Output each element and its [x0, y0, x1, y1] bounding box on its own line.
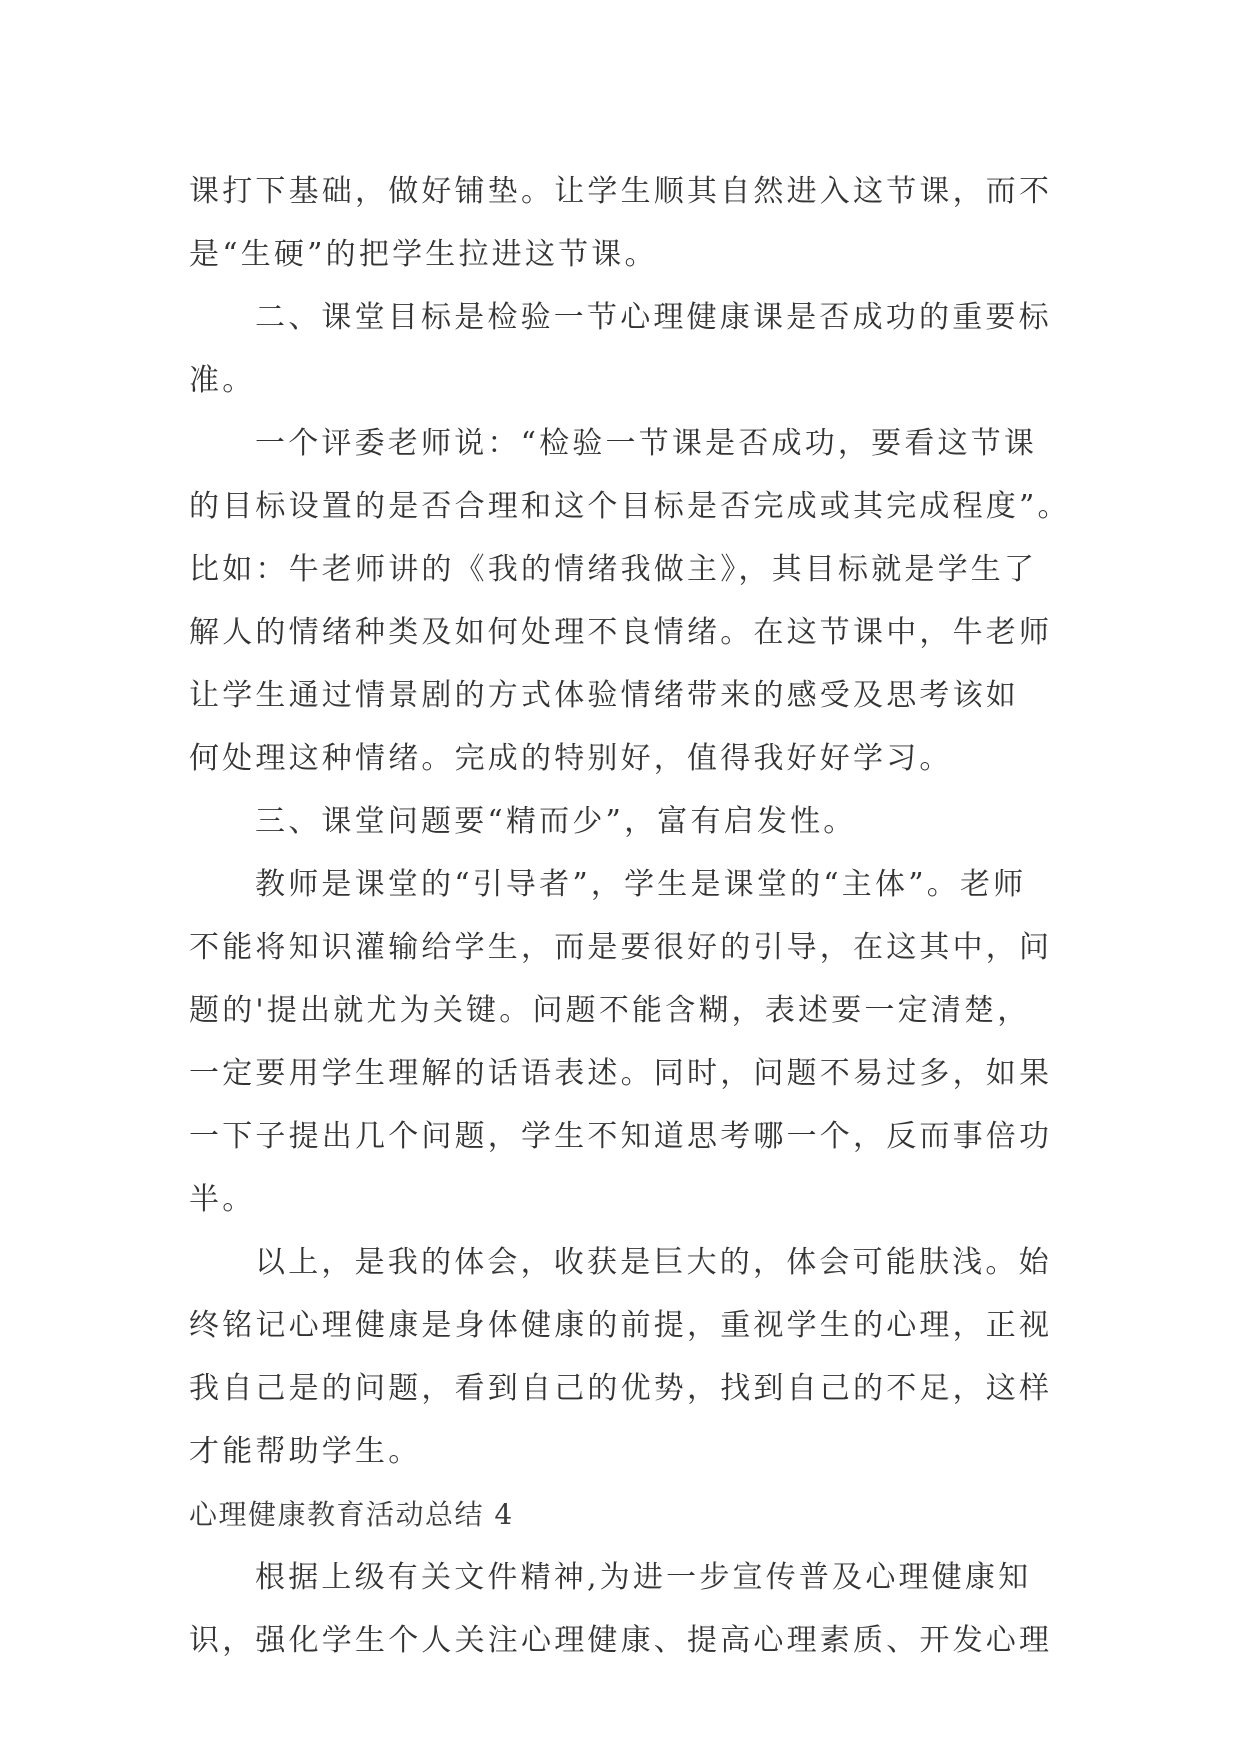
paragraph-line: 题的'提出就尤为关键。问题不能含糊，表述要一定清楚，	[189, 993, 1031, 1028]
paragraph-line: 是“生硬”的把学生拉进这节课。	[189, 237, 658, 272]
paragraph-line: 课打下基础，做好铺垫。让学生顺其自然进入这节课，而不	[189, 174, 1053, 209]
document-body	[189, 160, 1069, 1672]
paragraph-line: 何处理这种情绪。完成的特别好，值得我好好学习。	[189, 741, 953, 776]
section-heading-3: 三、课堂问题要“精而少”，富有启发性。	[255, 804, 857, 839]
paragraph-line: 不能将知识灌输给学生，而是要很好的引导，在这其中，问	[189, 930, 1053, 965]
paragraph-line: 的目标设置的是否合理和这个目标是否完成或其完成程度”。	[189, 489, 1071, 524]
paragraph-line: 识，强化学生个人关注心理健康、提高心理素质、开发心理	[189, 1623, 1053, 1658]
paragraph-line: 比如：牛老师讲的《我的情绪我做主》，其目标就是学生了	[189, 552, 1038, 587]
paragraph-line: 才能帮助学生。	[189, 1434, 422, 1469]
paragraph-line: 一定要用学生理解的话语表述。同时，问题不易过多，如果	[189, 1056, 1053, 1091]
paragraph-line: 一个评委老师说：“检验一节课是否成功，要看这节课	[255, 426, 1038, 461]
paragraph-line: 一下子提出几个问题，学生不知道思考哪一个，反而事倍功	[189, 1119, 1053, 1154]
paragraph-line: 教师是课堂的“引导者”，学生是课堂的“主体”。老师	[255, 867, 1027, 902]
paragraph-line: 让学生通过情景剧的方式体验情绪带来的感受及思考该如	[189, 678, 1019, 713]
section-heading-2: 二、课堂目标是检验一节心理健康课是否成功的重要标	[255, 300, 1052, 335]
paragraph-line: 我自己是的问题，看到自己的优势，找到自己的不足，这样	[189, 1371, 1053, 1406]
paragraph-line: 半。	[189, 1182, 256, 1217]
paragraph-line: 解人的情绪种类及如何处理不良情绪。在这节课中，牛老师	[189, 615, 1053, 650]
paragraph-line: 准。	[189, 363, 256, 398]
article-title: 心理健康教育活动总结 4	[189, 1498, 514, 1531]
paragraph-line: 终铭记心理健康是身体健康的前提，重视学生的心理，正视	[189, 1308, 1053, 1343]
paragraph-line: 以上，是我的体会，收获是巨大的，体会可能肤浅。始	[255, 1245, 1052, 1280]
paragraph-line: 根据上级有关文件精神,为进一步宣传普及心理健康知	[255, 1560, 1032, 1595]
